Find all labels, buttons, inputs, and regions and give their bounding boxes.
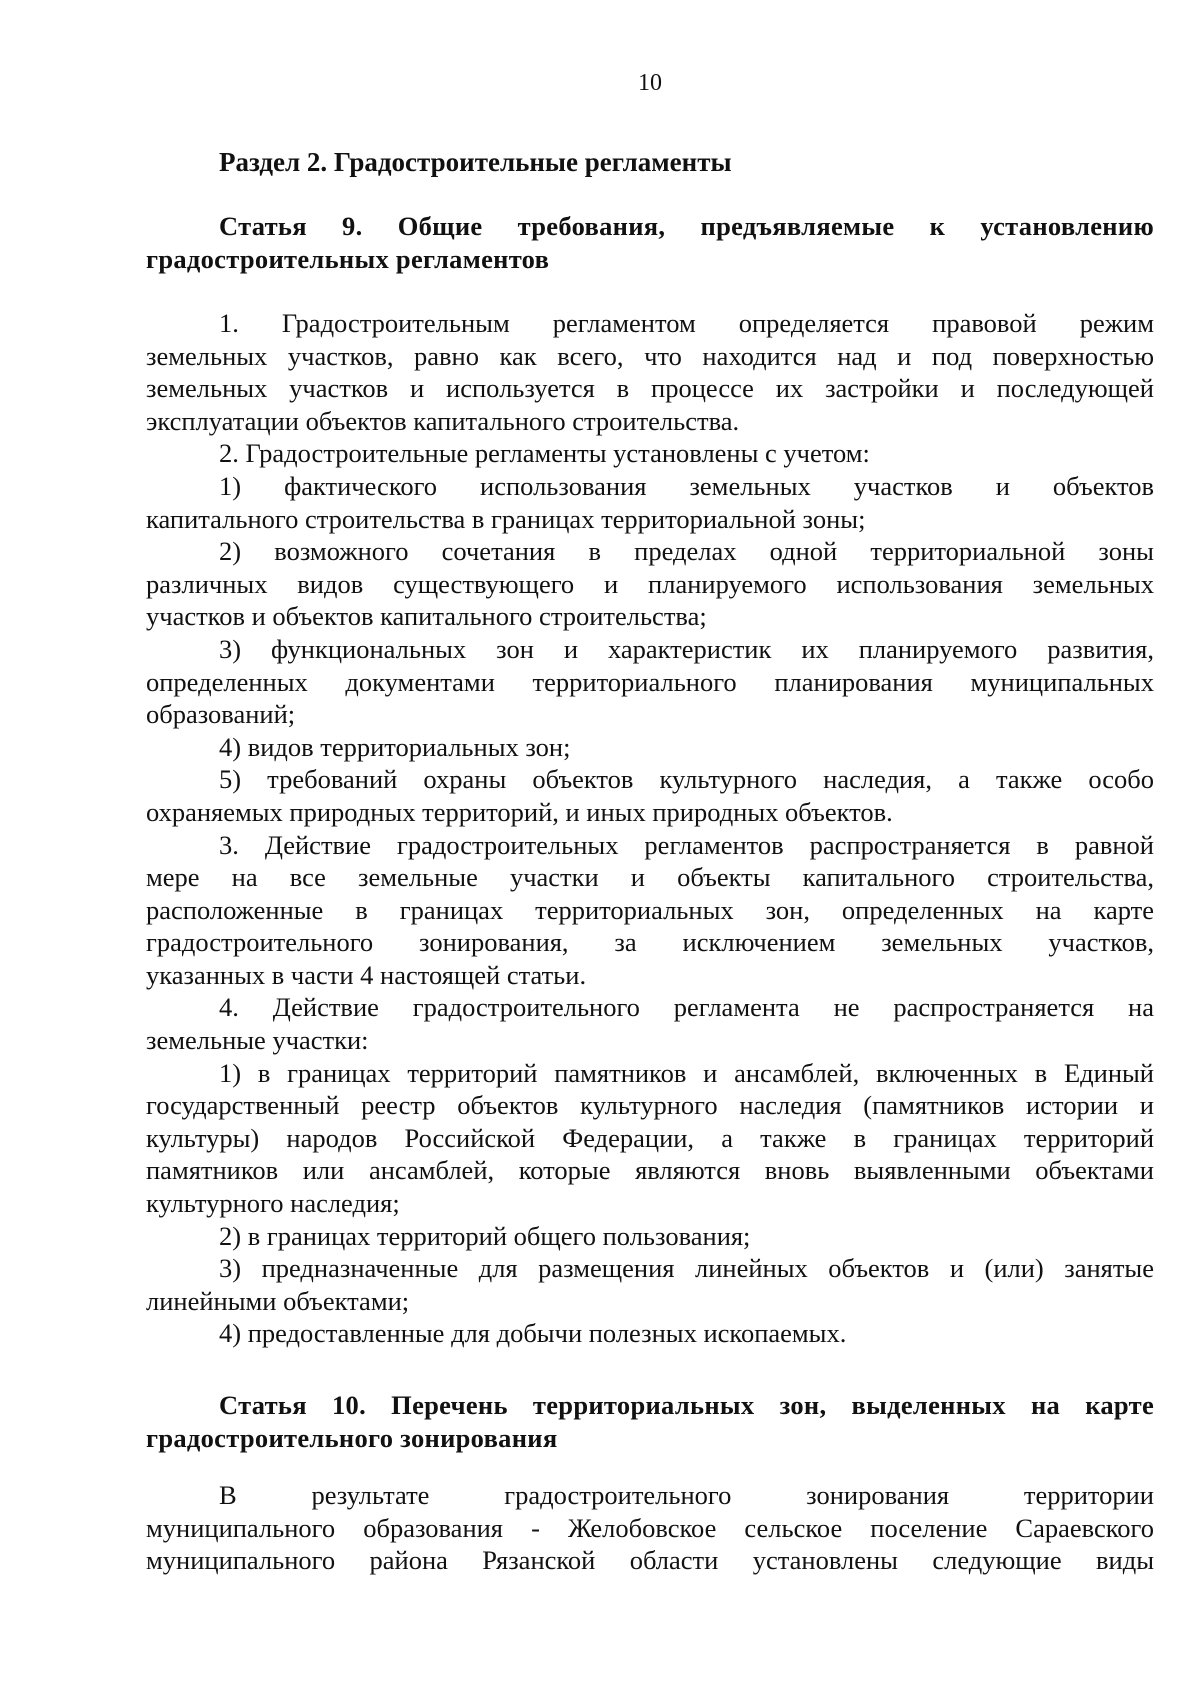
- text-line: 2. Градостроительные регламенты установлены с учетом:: [219, 438, 870, 469]
- text-line: линейными объектами;: [146, 1285, 410, 1316]
- article-9-body: [146, 307, 1154, 1350]
- text-line: 1. Градостроительным регламентом определяется правовой режим: [219, 308, 1154, 338]
- text-line: мере на все земельные участки и объекты капитального строительства,: [146, 862, 1154, 893]
- text-line: 1) в границах территорий памятников и ансамблей, включенных в Единый: [219, 1057, 1154, 1088]
- text-line: различных видов существующего и планируемого использования земельных: [146, 568, 1154, 599]
- text-line: 3. Действие градостроительных регламентов распространяется в равной: [219, 829, 1154, 860]
- text-line: памятников или ансамблей, которые являются вновь выявленными объектами: [146, 1155, 1154, 1186]
- text-line: 4) предоставленные для добычи полезных ископаемых.: [219, 1318, 847, 1349]
- text-line: 2) возможного сочетания в пределах одной территориальной зоны: [219, 536, 1154, 567]
- text-line: 4. Действие градостроительного регламента не распространяется на: [219, 992, 1154, 1023]
- text-line: земельные участки:: [146, 1025, 369, 1056]
- text-line: культурного наследия;: [146, 1188, 400, 1219]
- page-number: 10: [638, 70, 662, 96]
- article-9-heading: [146, 210, 1154, 276]
- article-9-heading-line-2: градостроительных регламентов: [146, 244, 550, 274]
- text-line: 3) предназначенные для размещения линейных объектов и (или) занятые: [219, 1253, 1154, 1284]
- text-line: культуры) народов Российской Федерации, а также в границах территорий: [146, 1122, 1154, 1153]
- text-line: 3) функциональных зон и характеристик их планируемого развития,: [219, 633, 1154, 664]
- text-line: участков и объектов капитального строительства;: [146, 601, 707, 632]
- text-line: 1) фактического использования земельных участков и объектов: [219, 470, 1154, 501]
- section-heading: Раздел 2. Градостроительные регламенты: [219, 147, 732, 177]
- text-line: муниципального района Рязанской области установлены следующие виды: [146, 1545, 1154, 1576]
- article-10-heading-line-1: Статья 10. Перечень территориальных зон, выделенных на карте: [219, 1390, 1154, 1420]
- text-line: земельных участков, равно как всего, что находится над и под поверхностью: [146, 340, 1154, 371]
- article-9-heading-line-1: Статья 9. Общие требования, предъявляемые к установлению: [219, 211, 1154, 241]
- text-line: эксплуатации объектов капитального строительства.: [146, 405, 740, 436]
- text-line: охраняемых природных территорий, и иных природных объектов.: [146, 796, 893, 827]
- article-10-heading: [146, 1389, 1154, 1455]
- text-line: указанных в части 4 настоящей статьи.: [146, 959, 587, 990]
- text-line: 4) видов территориальных зон;: [219, 731, 571, 762]
- text-line: государственный реестр объектов культурного наследия (памятников истории и: [146, 1090, 1154, 1121]
- text-line: образований;: [146, 699, 296, 730]
- article-10-body: [146, 1479, 1154, 1577]
- text-line: определенных документами территориального планирования муниципальных: [146, 666, 1154, 697]
- text-line: градостроительного зонирования, за исключением земельных участков,: [146, 927, 1154, 958]
- text-line: муниципального образования - Желобовское сельское поселение Сараевского: [146, 1512, 1154, 1543]
- text-line: 5) требований охраны объектов культурного наследия, а также особо: [219, 764, 1154, 795]
- text-line: 2) в границах территорий общего пользования;: [219, 1220, 751, 1251]
- text-line: В результате градостроительного зонирования территории: [219, 1480, 1154, 1510]
- text-line: расположенные в границах территориальных зон, определенных на карте: [146, 894, 1154, 925]
- text-line: капитального строительства в границах территориальной зоны;: [146, 503, 866, 534]
- text-line: земельных участков и используется в процессе их застройки и последующей: [146, 373, 1154, 404]
- article-10-heading-line-2: градостроительного зонирования: [146, 1423, 558, 1453]
